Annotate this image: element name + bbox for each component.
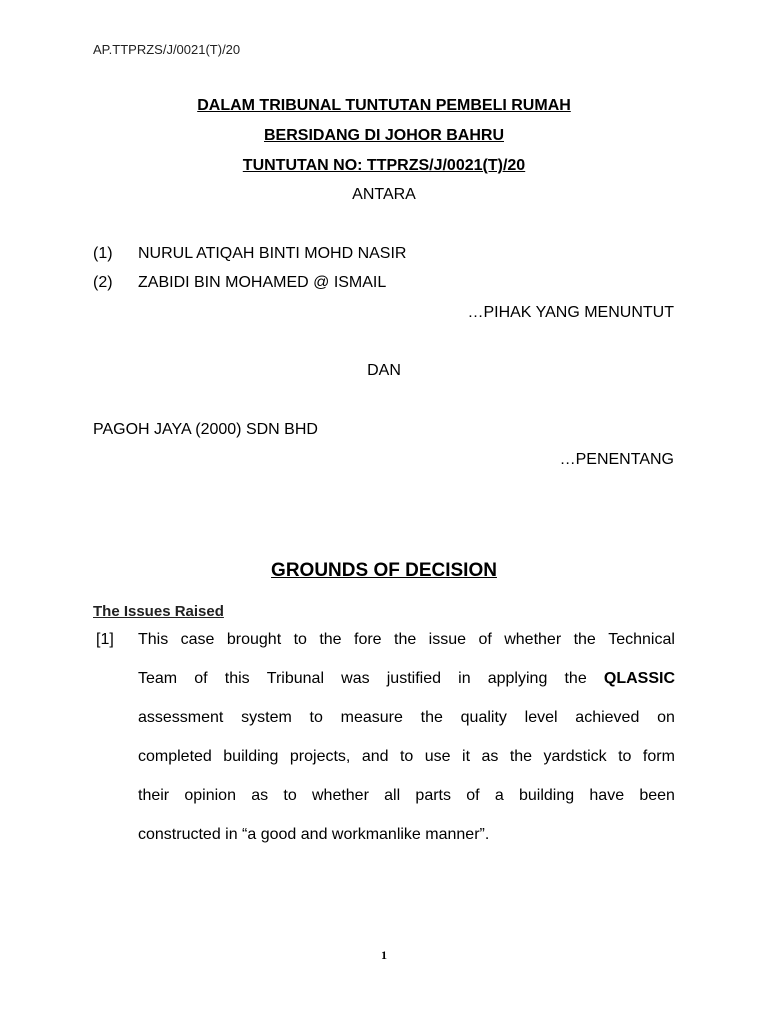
paragraph-word: to (283, 787, 297, 804)
paragraph-word: the (573, 631, 596, 648)
grounds-of-decision-title: GROUNDS OF DECISION (271, 560, 497, 581)
paragraph-word: was (341, 670, 370, 687)
paragraph-line (138, 670, 675, 709)
claimant-role: …PIHAK YANG MENUNTUT (467, 304, 674, 321)
paragraph-word: justified (386, 670, 441, 687)
justified-words (138, 670, 675, 688)
justified-words (138, 748, 675, 766)
claimant-1-number: (1) (93, 245, 113, 262)
paragraph-word: opinion (184, 787, 236, 804)
paragraph-word: projects, (289, 748, 351, 765)
paragraph-word: parts (415, 787, 451, 804)
paragraph-word: QLASSIC (603, 670, 675, 687)
paragraph-word: a (494, 787, 504, 804)
paragraph-word: to (293, 631, 307, 648)
paragraph-word: to (399, 748, 414, 765)
paragraph-word: quality (460, 709, 507, 726)
paragraph-word: the (509, 748, 533, 765)
paragraph-word: in (458, 670, 471, 687)
paragraph-line (138, 826, 675, 865)
paragraph-line (138, 748, 675, 787)
paragraph-line (138, 709, 675, 748)
section-heading: The Issues Raised (93, 603, 224, 620)
paragraph-word: building (519, 787, 575, 804)
paragraph-word: this (224, 670, 250, 687)
paragraph-word: whether (311, 787, 369, 804)
paragraph-word: issue (428, 631, 467, 648)
paragraph-number: [1] (96, 631, 114, 648)
paragraph-word: building (223, 748, 279, 765)
paragraph-word: brought (226, 631, 282, 648)
paragraph-word: case (180, 631, 215, 648)
paragraph-word: on (657, 709, 675, 726)
respondent-role: …PENENTANG (559, 451, 674, 468)
tribunal-title: DALAM TRIBUNAL TUNTUTAN PEMBELI RUMAH (197, 97, 571, 114)
paragraph-word: have (589, 787, 625, 804)
paragraph-word: of (194, 670, 208, 687)
paragraph-word: as (251, 787, 269, 804)
paragraph-word: and (361, 748, 389, 765)
claimant-2-name: ZABIDI BIN MOHAMED @ ISMAIL (138, 274, 387, 291)
paragraph-word: been (639, 787, 675, 804)
paragraph-word: of (478, 631, 492, 648)
paragraph-word: measure (340, 709, 403, 726)
paragraph-word: level (524, 709, 558, 726)
document-reference: AP.TTPRZS/J/0021(T)/20 (93, 42, 241, 57)
paragraph-word: the (564, 670, 587, 687)
paragraph-word: to (309, 709, 323, 726)
paragraph-word: assessment (138, 709, 224, 726)
paragraph-line (138, 787, 675, 826)
paragraph-word: applying (487, 670, 548, 687)
paragraph-word: Tribunal (266, 670, 325, 687)
paragraph-word: of (466, 787, 480, 804)
between-label: ANTARA (352, 186, 416, 203)
page-number: 1 (381, 948, 387, 962)
paragraph-word: achieved (575, 709, 640, 726)
tribunal-location: BERSIDANG DI JOHOR BAHRU (263, 127, 504, 144)
claimant-2 (93, 274, 386, 292)
paragraph-word: it (462, 748, 471, 765)
claimant-1-name: NURUL ATIQAH BINTI MOHD NASIR (138, 245, 407, 262)
paragraph-word: use (424, 748, 451, 765)
respondent-name: PAGOH JAYA (2000) SDN BHD (93, 421, 318, 438)
claimant-2-number: (2) (93, 274, 113, 291)
paragraph-word: form (642, 748, 675, 765)
paragraph-line (138, 631, 675, 670)
paragraph-word: whether (504, 631, 562, 648)
paragraph-word: completed (138, 748, 212, 765)
paragraph-word: the (394, 631, 417, 648)
paragraph-word: to (618, 748, 632, 765)
paragraph-word: Technical (608, 631, 675, 648)
justified-words (138, 631, 675, 649)
paragraph-word: all (384, 787, 401, 804)
paragraph-word: their (138, 787, 170, 804)
paragraph-word: yardstick (543, 748, 607, 765)
claimant-1 (93, 245, 406, 263)
paragraph-word: This (138, 631, 169, 648)
paragraph-word: Team (138, 670, 178, 687)
paragraph-word: the (420, 709, 443, 726)
paragraph-word: system (241, 709, 292, 726)
conjunction-label: DAN (367, 362, 401, 379)
paragraph-word: fore (354, 631, 382, 648)
claim-number: TUNTUTAN NO: TTPRZS/J/0021(T)/20 (242, 157, 526, 174)
paragraph-word: as (481, 748, 499, 765)
justified-words (138, 709, 675, 727)
paragraph-word: the (319, 631, 342, 648)
paragraph-line-6: constructed in “a good and workmanlike manner”. (138, 826, 490, 843)
paragraph-body (138, 631, 675, 865)
justified-words (138, 787, 675, 805)
